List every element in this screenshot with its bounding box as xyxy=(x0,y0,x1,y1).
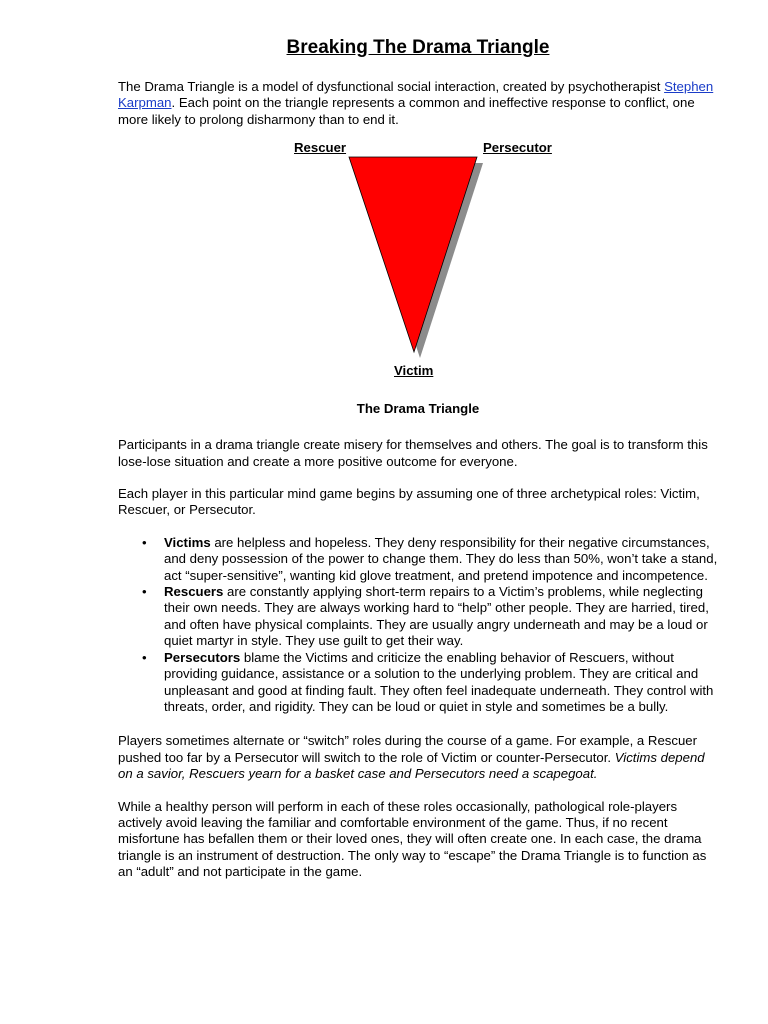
intro-paragraph xyxy=(118,79,718,128)
figure-caption: The Drama Triangle xyxy=(356,401,480,417)
drama-triangle-shape xyxy=(349,157,477,352)
persecutor-label: Persecutor xyxy=(483,140,552,156)
document-page xyxy=(118,36,718,881)
bullet-icon: • xyxy=(142,534,147,550)
term-rescuers: Rescuers xyxy=(164,584,224,600)
page-title: Breaking The Drama Triangle xyxy=(286,37,550,58)
list-item-persecutors xyxy=(142,649,718,716)
intro-text-end: . Each point on the triangle represents a common and ineffective response to conflict, one more likely to prolong disharmony than to end it. xyxy=(118,95,695,127)
switch-roles-italic-text: Victims depend on a savior, Rescuers yearn for a basket case and Persecutors need a scapegoat. xyxy=(118,749,705,782)
karpman-link[interactable]: Stephen Karpman xyxy=(118,79,714,111)
victims-description: are helpless and hopeless. They deny responsibility for their negative circumstances, and deny possession of the power to change them. They do less than 50%, won’t take a stand, act “super-sensitive”, wanting kid glove treatment, and pretend impotence and incompetence. xyxy=(164,534,718,583)
rescuers-description: are constantly applying short-term repairs to a Victim’s problems, while neglecting their own needs. They are always working hard to “help” other people. They are harried, tired, and often have physical complaints. They are usually angry underneath and may be a loud or quiet martyr in style. They use guilt to get their way. xyxy=(164,584,709,649)
victim-label: Victim xyxy=(394,363,434,379)
persecutors-description: blame the Victims and criticize the enabling behavior of Rescuers, without providing guidance, assistance or a solution to the underlying problem. They are critical and unpleasant and good at finding fault. They often feel inadequate underneath. They control with threats, order, and rigidity. They can be loud or quiet in style and sometimes be a bully. xyxy=(164,649,714,714)
rescuer-label: Rescuer xyxy=(294,140,347,156)
list-item-rescuers xyxy=(142,584,718,650)
paragraph-switch-roles xyxy=(118,733,718,782)
paragraph-participants: Participants in a drama triangle create misery for themselves and others. The goal is to transform this lose-lose situation and create a more positive outcome for everyone. xyxy=(118,437,708,469)
bullet-icon: • xyxy=(142,584,147,600)
paragraph-roles-intro: Each player in this particular mind game begins by assuming one of three archetypical roles: Victim, Rescuer, or Persecutor. xyxy=(118,486,700,518)
term-persecutors: Persecutors xyxy=(164,649,241,665)
term-victims: Victims xyxy=(164,534,211,550)
switch-roles-text: Players sometimes alternate or “switch” roles during the course of a game. For example, a Rescuer pushed too far by a Persecutor will switch to the role of Victim or counter-Persecutor. xyxy=(118,733,698,765)
roles-list xyxy=(118,535,718,715)
intro-text-start: The Drama Triangle is a model of dysfunctional social interaction, created by psychotherapist xyxy=(118,79,665,94)
bullet-icon: • xyxy=(142,649,147,665)
drama-triangle-figure xyxy=(118,140,718,401)
list-item-victims xyxy=(142,534,718,584)
paragraph-conclusion: While a healthy person will perform in each of these roles occasionally, pathological role-players actively avoid leaving the familiar and comfortable environment of the game. Thus, if no recent misfortune has befallen them or their loved ones, they will often create one. In each case, the drama triangle is an instrument of destruction. The only way to “escape” the Drama Triangle is to function as an “adult” and not participate in the game. xyxy=(118,798,707,880)
